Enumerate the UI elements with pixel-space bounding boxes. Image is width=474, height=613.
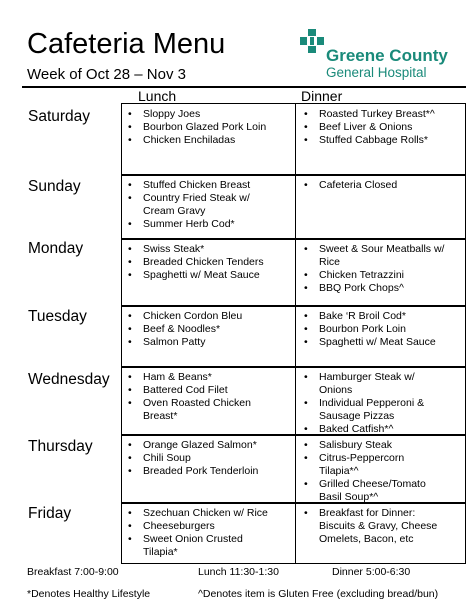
- dinner-item: • Grilled Cheese/Tomato Basil Soup*^: [297, 478, 465, 504]
- dinner-item: • Spaghetti w/ Meat Sauce: [297, 336, 465, 349]
- lunch-item: • Breaded Pork Tenderloin: [121, 465, 291, 478]
- lunch-item: • Bourbon Glazed Pork Loin: [121, 121, 291, 134]
- menu-row: [121, 305, 466, 368]
- dinner-item: • Cafeteria Closed: [297, 179, 465, 192]
- dinner-item: • Sweet & Sour Meatballs w/ Rice: [297, 243, 465, 269]
- lunch-items: [121, 310, 291, 349]
- dinner-items: [297, 108, 465, 147]
- column-divider: [295, 239, 296, 306]
- column-header-dinner: Dinner: [301, 88, 343, 104]
- column-divider: [295, 104, 296, 175]
- logo-subtitle: General Hospital: [326, 65, 427, 80]
- dinner-item: • Beef Liver & Onions: [297, 121, 465, 134]
- header-divider: [22, 86, 466, 88]
- week-range: Week of Oct 28 – Nov 3: [27, 66, 186, 83]
- day-label: Saturday: [28, 108, 91, 125]
- day-label: Monday: [28, 240, 84, 257]
- dinner-item: • BBQ Pork Chops^: [297, 282, 465, 295]
- dinner-items: [297, 179, 465, 192]
- dinner-hours: Dinner 5:00-6:30: [332, 566, 411, 578]
- menu-row: [121, 103, 466, 176]
- day-label: Wednesday: [28, 371, 110, 388]
- day-label: Friday: [28, 505, 72, 522]
- lunch-item: • Chili Soup: [121, 452, 291, 465]
- dinner-item: • Hamburger Steak w/ Onions: [297, 371, 465, 397]
- dinner-item: • Citrus-Peppercorn Tilapia*^: [297, 452, 465, 478]
- column-divider: [465, 503, 466, 563]
- lunch-items: [121, 507, 291, 559]
- dinner-item: • Baked Catfish*^: [297, 423, 465, 436]
- dinner-items: [297, 439, 465, 504]
- column-divider: [295, 175, 296, 239]
- dinner-item: • Stuffed Cabbage Rolls*: [297, 134, 465, 147]
- menu-row: [121, 434, 466, 504]
- dinner-item: • Bourbon Pork Loin: [297, 323, 465, 336]
- lunch-items: [121, 108, 291, 147]
- menu-row: [121, 238, 466, 307]
- lunch-item: • Beef & Noodles*: [121, 323, 291, 336]
- lunch-item: • Breaded Chicken Tenders: [121, 256, 291, 269]
- dinner-item: • Chicken Tetrazzini: [297, 269, 465, 282]
- lunch-item: • Sweet Onion Crusted Tilapia*: [121, 533, 291, 559]
- column-divider: [465, 306, 466, 367]
- lunch-item: • Summer Herb Cod*: [121, 218, 291, 231]
- day-label: Sunday: [28, 178, 81, 195]
- lunch-items: [121, 371, 291, 423]
- column-divider: [295, 435, 296, 503]
- day-label: Tuesday: [28, 308, 87, 325]
- logo-name: Greene County: [326, 46, 448, 65]
- lunch-item: • Cheeseburgers: [121, 520, 291, 533]
- dinner-items: [297, 310, 465, 349]
- day-label: Thursday: [28, 438, 93, 455]
- lunch-hours: Lunch 11:30-1:30: [198, 566, 279, 578]
- lunch-item: • Szechuan Chicken w/ Rice: [121, 507, 291, 520]
- dinner-items: [297, 507, 465, 546]
- menu-row: [121, 502, 466, 564]
- dinner-item: • Individual Pepperoni & Sausage Pizzas: [297, 397, 465, 423]
- lunch-item: • Battered Cod Filet: [121, 384, 291, 397]
- lunch-item: • Chicken Cordon Bleu: [121, 310, 291, 323]
- lunch-item: • Ham & Beans*: [121, 371, 291, 384]
- dinner-item: • Salisbury Steak: [297, 439, 465, 452]
- dinner-item: • Roasted Turkey Breast*^: [297, 108, 465, 121]
- lunch-item: • Country Fried Steak w/ Cream Gravy: [121, 192, 291, 218]
- dinner-items: [297, 243, 465, 295]
- menu-row: [121, 366, 466, 436]
- dinner-items: [297, 371, 465, 436]
- column-divider: [295, 503, 296, 563]
- lunch-items: [121, 179, 291, 231]
- column-divider: [465, 367, 466, 435]
- lunch-item: • Swiss Steak*: [121, 243, 291, 256]
- lunch-item: • Spaghetti w/ Meat Sauce: [121, 269, 291, 282]
- lunch-item: • Stuffed Chicken Breast: [121, 179, 291, 192]
- healthy-note: *Denotes Healthy Lifestyle: [27, 588, 151, 600]
- dinner-item: • Breakfast for Dinner: Biscuits & Gravy, Cheese Omelets, Bacon, etc: [297, 507, 465, 546]
- lunch-item: • Oven Roasted Chicken Breast*: [121, 397, 291, 423]
- lunch-item: • Sloppy Joes: [121, 108, 291, 121]
- column-divider: [465, 104, 466, 175]
- column-header-lunch: Lunch: [138, 88, 177, 104]
- menu-row: [121, 174, 466, 240]
- lunch-items: [121, 439, 291, 478]
- breakfast-hours: Breakfast 7:00-9:00: [27, 566, 119, 578]
- lunch-items: [121, 243, 291, 282]
- lunch-item: • Orange Glazed Salmon*: [121, 439, 291, 452]
- page-title: Cafeteria Menu: [27, 28, 226, 60]
- lunch-item: • Salmon Patty: [121, 336, 291, 349]
- gluten-free-note: ^Denotes item is Gluten Free (excluding bread/bun): [198, 588, 439, 600]
- column-divider: [295, 306, 296, 367]
- lunch-item: • Chicken Enchiladas: [121, 134, 291, 147]
- column-divider: [295, 367, 296, 435]
- dinner-item: • Bake ‘R Broil Cod*: [297, 310, 465, 323]
- column-divider: [465, 175, 466, 239]
- column-divider: [465, 435, 466, 503]
- column-divider: [465, 239, 466, 306]
